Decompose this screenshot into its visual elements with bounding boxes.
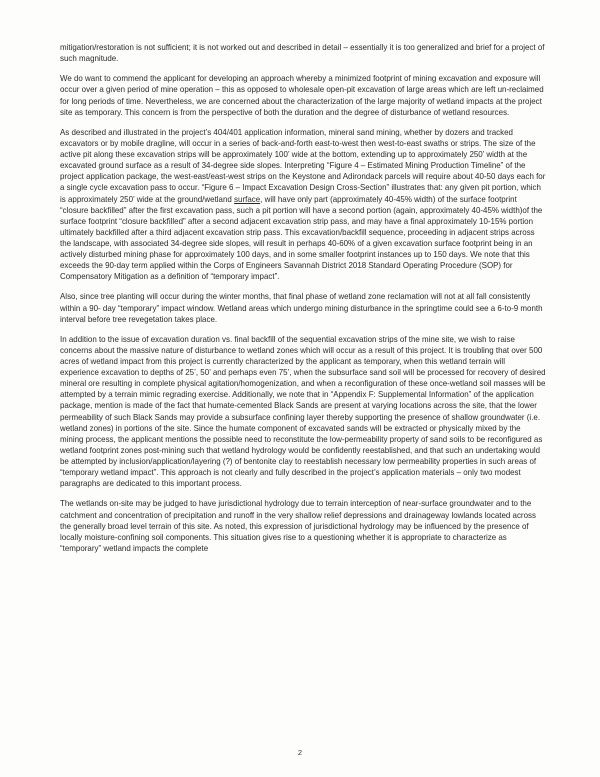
page-number: 2: [297, 748, 303, 757]
paragraph-3-text-before: As described and illustrated in the project’s 404/401 application information, mineral sand mining, whether by dozers and tracked excavators or by mobile dragline, will occur in a series of back-and-forth east-to-west then west-to-east swaths or strips. The size of the active pit along these excavation strips will be approximately 100’ wide at the bottom, extending up to approximately 250’ width at the excavated ground surface as a result of 34-degree side slopes. Interpreting “Figure 4 – Estimated Mining Production Timeline” of the project application package, the west-east/east-west strips on the Keystone and Adirondack parcels will require about 40-50 days each for a single cycle excavation pass to occur. “Figure 6 – Impact Excavation Design Cross-Section” illustrates that: any given pit portion, which is approximately 250’ wide at the ground/wetland: [60, 127, 546, 204]
underlined-word-surface: surface: [234, 194, 261, 204]
paragraph-1: mitigation/restoration is not sufficient; it is not worked out and described in detail – essentially it is too generalized and brief for a project of such magnitude.: [60, 43, 545, 64]
paragraph-3: [60, 127, 546, 282]
paragraph-2: We do want to commend the applicant for developing an approach whereby a minimized footprint of mining excavation and exposure will occur over a given period of mine operation – this as opposed to wholesale open-pit excavation of large areas which are left un-reclaimed for long periods of time. Nevertheless, we are concerned about the characterization of the large majority of wetland impacts at the project site as temporary. This concern is from the perspective of both the duration and the degree of disturbance of wetland resources.: [60, 74, 544, 117]
paragraph-3-text-after: , will have only part (approximately 40-45% width) of the surface footprint “closure backfilled” after the first excavation pass, such a pit portion will have a second portion (again, approximately 40-45% width)of the surface footprint “closure backfilled” after a second adjacent excavation strip pass, and may have a final approximately 10-15% portion ultimately backfilled after a third adjacent excavation strip pass. This excavation/backfill sequence, proceeding in adjacent strips across the landscape, with associated 34-degree side slopes, will result in perhaps 40-60% of a given excavation surface footprint being in an actively disturbed mining phase for approximately 100 days, and in some smaller footprint instances up to 150 days. We note that this exceeds the 90-day term applied within the Corps of Engineers Savannah District 2018 Standard Operating Procedure (SOP) for Compensatory Mitigation as a definition of “temporary impact”.: [60, 194, 543, 282]
paragraph-4: Also, since tree planting will occur during the winter months, that final phase of wetland zone reclamation will not at all fall consistently within a 90- day “temporary” impact window. Wetland areas which undergo mining disturbance in the springtime could see a 6-to-9 month interval before tree revegetation takes place.: [60, 292, 543, 324]
document-body: [60, 42, 546, 563]
paragraph-5: In addition to the issue of excavation duration vs. final backfill of the sequential excavation strips of the mine site, we wish to raise concerns about the massive nature of disturbance to wetland zones which will occur as a result of this project. It is troubling that over 500 acres of wetland impact from this project is currently characterized by the applicant as temporary, when this wetland terrain will experience excavation to depths of 25’, 50’ and perhaps even 75’, when the subsurface sand soil will be processed for recovery of desired mineral ore resulting in complete physical agitation/homogenization, and when a reconfiguration of these once-wetland soil masses will be attempted by a terrain mimic regrading exercise. Additionally, we note that in “Appendix F: Supplemental Information” of the application package, mention is made of the fact that humate-cemented Black Sands are present at varying locations across the site, that the lower permeability of such Black Sands may provide a subsurface confining layer thereby supporting the presence of shallow groundwater (i.e. wetland zones) in portions of the site. Since the humate component of excavated sands will be extracted or physically mixed by the mining process, the applicant mentions the possible need to reconstitute the low-permeability property of sand soils to be reconfigured as wetland footprint zones post-mining such that wetland hydrology would be confidently reestablished, and that such an undertaking would be attempted by inclusion/application/layering (?) of bentonite clay to reestablish necessary low permeability properties in such areas of “temporary wetland impact”. This approach is not clearly and fully described in the project’s application materials – only two modest paragraphs are dedicated to this important process.: [60, 334, 546, 489]
paragraph-6: The wetlands on-site may be judged to have jurisdictional hydrology due to terrain interception of near-surface groundwater and to the catchment and concentration of precipitation and runoff in the very shallow relief depressions and drainageway lowlands located across the generally broad level terrain of this site. As noted, this expression of jurisdictional hydrology may be influenced by the presence of locally moisture-confining soil components. This situation gives rise to a questioning whether it is appropriate to characterize as “temporary” wetland impacts the complete: [60, 499, 536, 553]
